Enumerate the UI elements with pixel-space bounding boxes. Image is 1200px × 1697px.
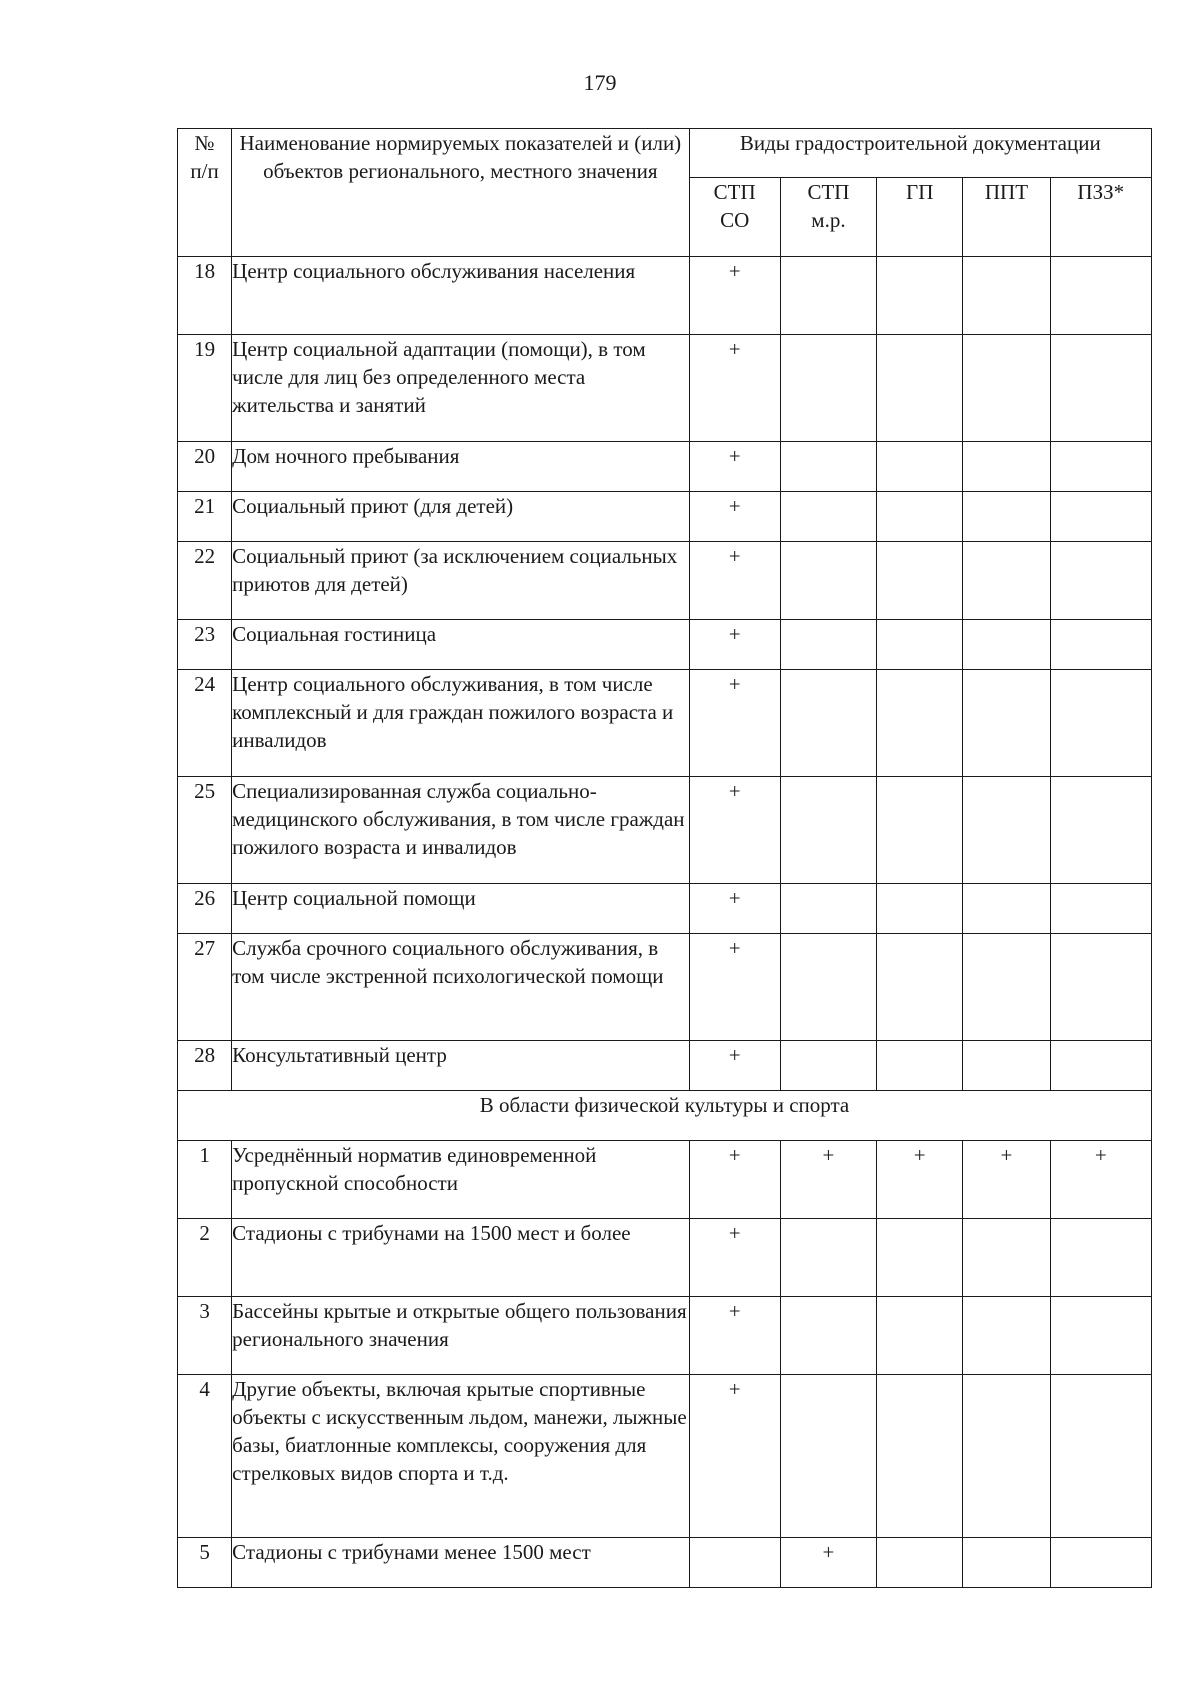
row-name: Социальный приют (за исключением социальных приютов для детей) bbox=[232, 542, 689, 620]
mark-cell bbox=[780, 257, 876, 335]
table-row bbox=[178, 492, 1152, 542]
mark-cell bbox=[963, 442, 1050, 492]
mark-cell: + bbox=[780, 1141, 876, 1219]
mark-cell: + bbox=[689, 1297, 780, 1375]
row-number: 5 bbox=[178, 1538, 232, 1588]
mark-cell bbox=[689, 1538, 780, 1588]
row-number: 25 bbox=[178, 777, 232, 884]
mark-cell bbox=[963, 1297, 1050, 1375]
header-row-top bbox=[178, 129, 1152, 178]
mark-cell bbox=[963, 257, 1050, 335]
row-name: Служба срочного социального обслуживания, в том числе экстренной психологической помощи bbox=[232, 934, 689, 1041]
mark-cell: + bbox=[689, 1375, 780, 1538]
table-row bbox=[178, 934, 1152, 1041]
mark-cell bbox=[780, 620, 876, 670]
row-number: 4 bbox=[178, 1375, 232, 1538]
mark-cell bbox=[1050, 1219, 1151, 1297]
table-header bbox=[178, 129, 1152, 257]
mark-cell bbox=[877, 257, 963, 335]
mark-cell bbox=[1050, 257, 1151, 335]
mark-cell bbox=[877, 492, 963, 542]
row-number: 2 bbox=[178, 1219, 232, 1297]
mark-cell bbox=[780, 934, 876, 1041]
mark-cell bbox=[963, 1538, 1050, 1588]
header-name: Наименование нормируемых показателей и (или) объектов регионального, местного значения bbox=[232, 129, 689, 257]
mark-cell bbox=[1050, 1538, 1151, 1588]
table-row bbox=[178, 884, 1152, 934]
row-name: Социальный приют (для детей) bbox=[232, 492, 689, 542]
table-row bbox=[178, 1297, 1152, 1375]
row-number: 3 bbox=[178, 1297, 232, 1375]
mark-cell bbox=[780, 335, 876, 442]
mark-cell bbox=[963, 1219, 1050, 1297]
table-row bbox=[178, 1375, 1152, 1538]
table-row bbox=[178, 777, 1152, 884]
row-number: 27 bbox=[178, 934, 232, 1041]
mark-cell bbox=[780, 1297, 876, 1375]
row-number: 20 bbox=[178, 442, 232, 492]
mark-cell bbox=[877, 670, 963, 777]
row-name: Стадионы с трибунами на 1500 мест и более bbox=[232, 1219, 689, 1297]
row-number: 18 bbox=[178, 257, 232, 335]
table-body bbox=[178, 257, 1152, 1588]
mark-cell: + bbox=[689, 1041, 780, 1091]
row-name: Усреднённый норматив единовременной пропускной способности bbox=[232, 1141, 689, 1219]
mark-cell: + bbox=[689, 542, 780, 620]
table-row bbox=[178, 257, 1152, 335]
table-row bbox=[178, 335, 1152, 442]
mark-cell bbox=[877, 1297, 963, 1375]
mark-cell bbox=[963, 777, 1050, 884]
mark-cell bbox=[877, 934, 963, 1041]
mark-cell bbox=[780, 1375, 876, 1538]
mark-cell bbox=[963, 492, 1050, 542]
mark-cell bbox=[877, 1041, 963, 1091]
mark-cell bbox=[780, 884, 876, 934]
header-col-pzz: ПЗЗ* bbox=[1050, 178, 1151, 257]
mark-cell: + bbox=[689, 884, 780, 934]
mark-cell bbox=[963, 542, 1050, 620]
mark-cell bbox=[1050, 492, 1151, 542]
mark-cell: + bbox=[689, 1219, 780, 1297]
mark-cell bbox=[963, 1041, 1050, 1091]
mark-cell bbox=[877, 1538, 963, 1588]
mark-cell: + bbox=[689, 620, 780, 670]
mark-cell bbox=[780, 442, 876, 492]
mark-cell bbox=[780, 777, 876, 884]
header-col-gp: ГП bbox=[877, 178, 963, 257]
mark-cell bbox=[1050, 335, 1151, 442]
mark-cell bbox=[780, 1041, 876, 1091]
row-number: 24 bbox=[178, 670, 232, 777]
mark-cell bbox=[1050, 442, 1151, 492]
row-name: Стадионы с трибунами менее 1500 мест bbox=[232, 1538, 689, 1588]
header-doc-types: Виды градостроительной документации bbox=[689, 129, 1151, 178]
row-name: Центр социальной адаптации (помощи), в том числе для лиц без определенного места жительства и занятий bbox=[232, 335, 689, 442]
mark-cell: + bbox=[689, 934, 780, 1041]
table-row bbox=[178, 670, 1152, 777]
mark-cell bbox=[1050, 542, 1151, 620]
table-row bbox=[178, 1041, 1152, 1091]
row-name: Специализированная служба социально-медицинского обслуживания, в том числе граждан пожилого возраста и инвалидов bbox=[232, 777, 689, 884]
row-name: Центр социального обслуживания населения bbox=[232, 257, 689, 335]
row-name: Социальная гостиница bbox=[232, 620, 689, 670]
row-number: 28 bbox=[178, 1041, 232, 1091]
mark-cell bbox=[1050, 884, 1151, 934]
mark-cell: + bbox=[689, 777, 780, 884]
row-name: Центр социальной помощи bbox=[232, 884, 689, 934]
row-name: Бассейны крытые и открытые общего пользования регионального значения bbox=[232, 1297, 689, 1375]
row-number: 22 bbox=[178, 542, 232, 620]
mark-cell bbox=[963, 335, 1050, 442]
mark-cell bbox=[963, 884, 1050, 934]
mark-cell bbox=[877, 442, 963, 492]
mark-cell bbox=[780, 542, 876, 620]
mark-cell bbox=[963, 934, 1050, 1041]
mark-cell: + bbox=[689, 442, 780, 492]
header-number: № п/п bbox=[178, 129, 232, 257]
table-row bbox=[178, 442, 1152, 492]
mark-cell bbox=[877, 542, 963, 620]
mark-cell: + bbox=[780, 1538, 876, 1588]
mark-cell: + bbox=[1050, 1141, 1151, 1219]
row-number: 26 bbox=[178, 884, 232, 934]
mark-cell bbox=[963, 1375, 1050, 1538]
mark-cell bbox=[877, 1219, 963, 1297]
mark-cell: + bbox=[689, 670, 780, 777]
page-number: 179 bbox=[583, 70, 617, 95]
row-name: Дом ночного пребывания bbox=[232, 442, 689, 492]
row-name: Консультативный центр bbox=[232, 1041, 689, 1091]
mark-cell: + bbox=[689, 1141, 780, 1219]
table-row bbox=[178, 542, 1152, 620]
table-row bbox=[178, 1141, 1152, 1219]
mark-cell bbox=[1050, 934, 1151, 1041]
mark-cell bbox=[1050, 1041, 1151, 1091]
mark-cell bbox=[780, 670, 876, 777]
row-number: 21 bbox=[178, 492, 232, 542]
mark-cell bbox=[963, 620, 1050, 670]
mark-cell bbox=[780, 1219, 876, 1297]
mark-cell bbox=[1050, 1297, 1151, 1375]
mark-cell bbox=[1050, 777, 1151, 884]
header-col-stp-mr: СТП м.р. bbox=[780, 178, 876, 257]
mark-cell: + bbox=[877, 1141, 963, 1219]
documentation-table bbox=[177, 128, 1152, 1588]
row-name: Другие объекты, включая крытые спортивные объекты с искусственным льдом, манежи, лыжные базы, биатлонные комплексы, сооружения для стрелковых видов спорта и т.д. bbox=[232, 1375, 689, 1538]
mark-cell bbox=[877, 884, 963, 934]
header-col-stp-so: СТП СО bbox=[689, 178, 780, 257]
table-row bbox=[178, 620, 1152, 670]
row-number: 19 bbox=[178, 335, 232, 442]
row-name: Центр социального обслуживания, в том числе комплексный и для граждан пожилого возраста и инвалидов bbox=[232, 670, 689, 777]
mark-cell bbox=[877, 620, 963, 670]
mark-cell: + bbox=[689, 492, 780, 542]
row-number: 1 bbox=[178, 1141, 232, 1219]
table-row bbox=[178, 1538, 1152, 1588]
mark-cell bbox=[877, 335, 963, 442]
mark-cell bbox=[877, 777, 963, 884]
mark-cell: + bbox=[963, 1141, 1050, 1219]
row-number: 23 bbox=[178, 620, 232, 670]
section-title: В области физической культуры и спорта bbox=[178, 1091, 1152, 1141]
mark-cell: + bbox=[689, 257, 780, 335]
mark-cell bbox=[1050, 1375, 1151, 1538]
mark-cell bbox=[877, 1375, 963, 1538]
mark-cell: + bbox=[689, 335, 780, 442]
mark-cell bbox=[1050, 670, 1151, 777]
mark-cell bbox=[780, 492, 876, 542]
section-row bbox=[178, 1091, 1152, 1141]
mark-cell bbox=[963, 670, 1050, 777]
mark-cell bbox=[1050, 620, 1151, 670]
header-col-ppt: ППТ bbox=[963, 178, 1050, 257]
table-row bbox=[178, 1219, 1152, 1297]
